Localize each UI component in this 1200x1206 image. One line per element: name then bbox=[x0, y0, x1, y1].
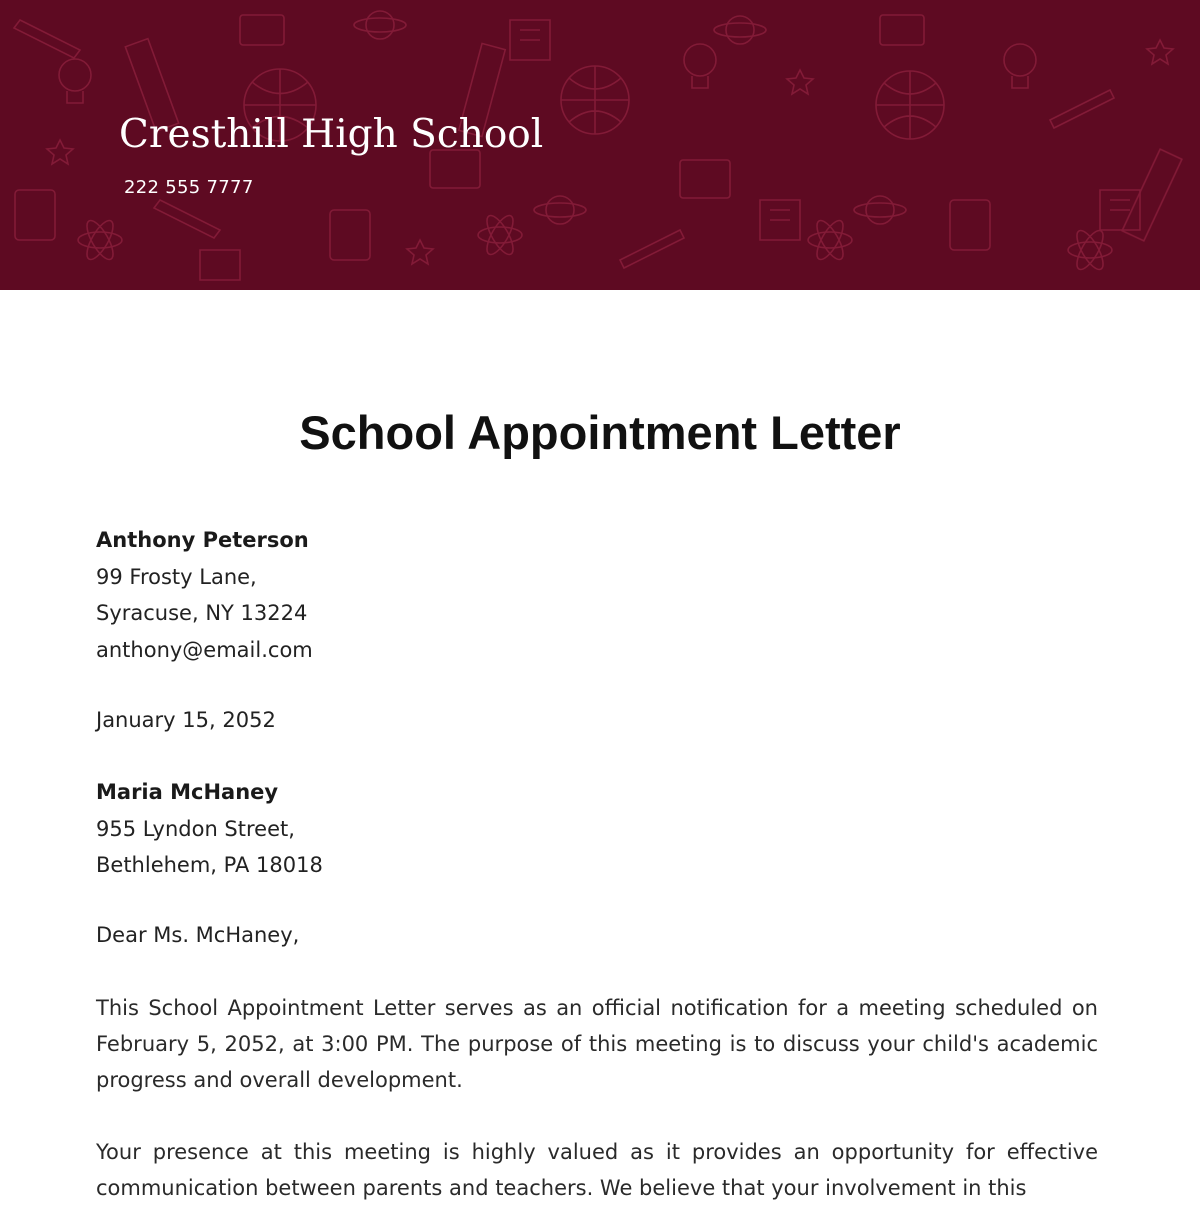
sender-address-line2: Syracuse, NY 13224 bbox=[96, 601, 308, 625]
recipient-block bbox=[96, 774, 1098, 884]
salutation-block bbox=[96, 917, 1098, 954]
recipient-address-line2: Bethlehem, PA 18018 bbox=[96, 853, 323, 877]
sender-name: Anthony Peterson bbox=[96, 528, 309, 552]
date-block bbox=[96, 702, 1098, 739]
salutation: Dear Ms. McHaney, bbox=[96, 923, 300, 947]
body-paragraph-1: This School Appointment Letter serves as an official notification for a meeting scheduled on February 5, 2052, at 3:00 PM. The purpose of this meeting is to discuss your child's academic progress and overall development. bbox=[96, 996, 1098, 1092]
letter-date: January 15, 2052 bbox=[96, 708, 276, 732]
sender-block bbox=[96, 522, 1098, 668]
school-name: Cresthill High School bbox=[119, 112, 544, 157]
recipient-name: Maria McHaney bbox=[96, 780, 279, 804]
recipient-address-line1: 955 Lyndon Street, bbox=[96, 816, 295, 841]
school-phone: 222 555 7777 bbox=[124, 177, 254, 198]
sender-email: anthony@email.com bbox=[96, 637, 313, 662]
sender-address-line1: 99 Frosty Lane, bbox=[96, 564, 257, 589]
document-title: School Appointment Letter bbox=[299, 406, 901, 459]
body-paragraph-2: Your presence at this meeting is highly valued as it provides an opportunity for effective communication between parents and teachers. We believe that your involvement in this bbox=[96, 1140, 1098, 1200]
letterhead-banner bbox=[0, 0, 1200, 290]
